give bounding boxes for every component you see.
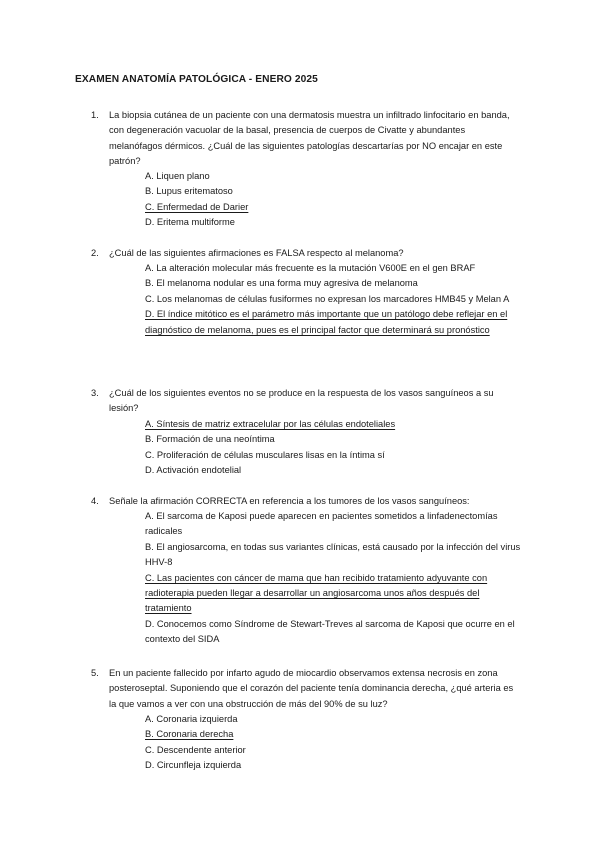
option-b-correct: B. Coronaria derecha: [145, 729, 234, 740]
question-text: ¿Cuál de las siguientes afirmaciones es FALSA respecto al melanoma?: [109, 248, 404, 258]
option-b: B. El angiosarcoma, en todas sus variantes clínicas, está causado por la infección del virus HHV-8: [145, 541, 521, 568]
question-text: Señale la afirmación CORRECTA en referencia a los tumores de los vasos sanguíneos:: [109, 496, 470, 506]
option-c-correct: C. Las pacientes con cáncer de mama que han recibido tratamiento adyuvante con radioterapia pueden llegar a desarrollar un angiosarcoma unos años después del tratamiento: [145, 572, 488, 614]
question-text: La biopsia cutánea de un paciente con una dermatosis muestra un infiltrado linfocitario en banda, con degeneración vacuolar de la basal, presencia de cuerpos de Civatte y abundantes melanófagos dérmicos. ¿Cuál de las siguientes patologías descartarías por NO encajar en este patrón?: [109, 110, 510, 167]
option-list: [145, 509, 525, 648]
option-c: C. Proliferación de células musculares lisas en la íntima sí: [145, 449, 385, 460]
question-number: 4.: [91, 496, 99, 506]
option-list: [145, 417, 525, 479]
option-b: B. Lupus eritematoso: [145, 186, 233, 197]
option-b: B. El melanoma nodular es una forma muy agresiva de melanoma: [145, 278, 418, 289]
option-list: [145, 712, 525, 774]
question-number: 1.: [91, 110, 99, 120]
question-text: ¿Cuál de los siguientes eventos no se produce en la respuesta de los vasos sanguíneos a su lesión?: [109, 388, 494, 414]
question-text: En un paciente fallecido por infarto agudo de miocardio observamos extensa necrosis en zona posteroseptal. Suponiendo que el corazón del paciente tenía dominancia derecha, ¿qué arteria es la que vamos a ver con una obstrucción de más del 90% de su luz?: [109, 668, 514, 709]
question-number: 2.: [91, 248, 99, 258]
option-list: [145, 261, 525, 338]
option-a: A. El sarcoma de Kaposi puede aparecen en pacientes sometidos a linfadenectomías radicales: [145, 511, 498, 537]
option-d: D. Eritema multiforme: [145, 217, 235, 228]
option-c-correct: C. Enfermedad de Darier: [145, 201, 249, 212]
option-a: A. La alteración molecular más frecuente es la mutación V600E en el gen BRAF: [145, 263, 476, 273]
option-a: A. Liquen plano: [145, 171, 210, 181]
option-b: B. Formación de una neoíntima: [145, 434, 275, 445]
option-d-correct: D. El índice mitótico es el parámetro más importante que un patólogo debe reflejar en el diagnóstico de melanoma, pues es el principal factor que determinará su pronóstico: [145, 309, 508, 335]
option-d: D. Activación endotelial: [145, 465, 242, 476]
option-c: C. Descendente anterior: [145, 744, 246, 755]
option-a: A. Coronaria izquierda: [145, 714, 238, 724]
option-c: C. Los melanomas de células fusiformes no expresan los marcadores HMB45 y Melan A: [145, 293, 510, 304]
question-number: 5.: [91, 668, 99, 678]
option-d: D. Circunfleja izquierda: [145, 760, 242, 771]
option-a-correct: A. Síntesis de matriz extracelular por las células endoteliales: [145, 419, 396, 429]
option-list: [145, 169, 525, 231]
option-d: D. Conocemos como Síndrome de Stewart-Treves al sarcoma de Kaposi que ocurre en el contexto del SIDA: [145, 618, 515, 645]
question-number: 3.: [91, 388, 99, 398]
exam-title: EXAMEN ANATOMÍA PATOLÓGICA - ENERO 2025: [75, 74, 318, 85]
